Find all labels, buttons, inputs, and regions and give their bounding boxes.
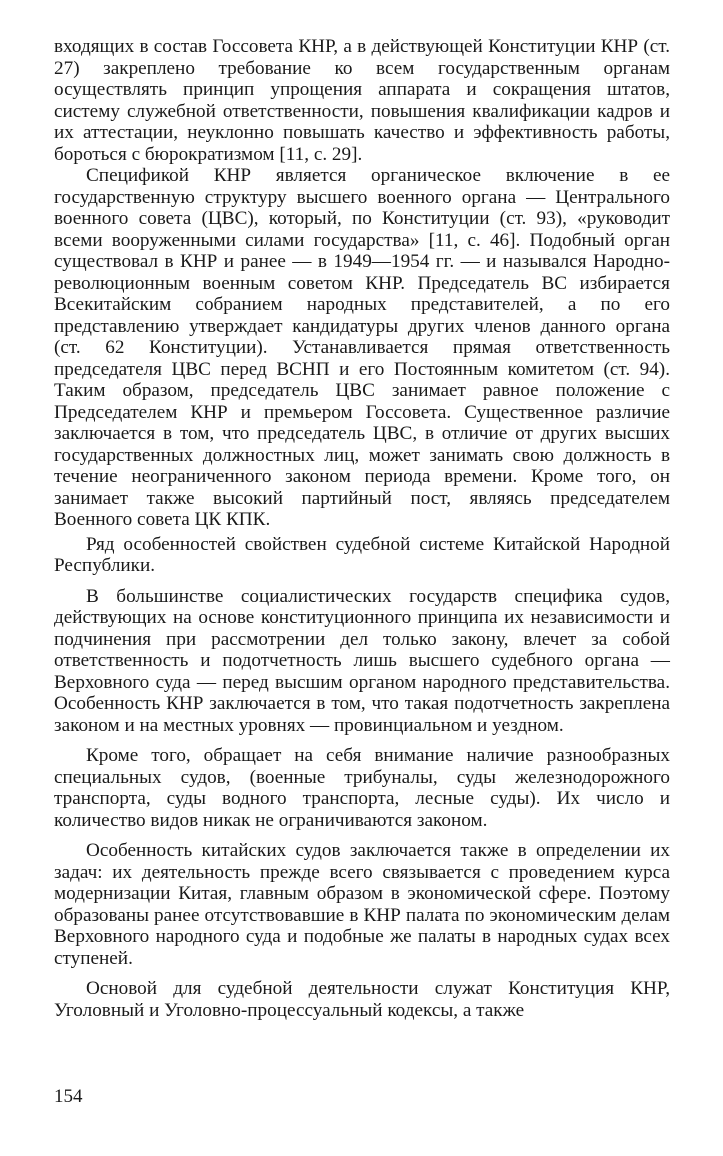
- paragraph-special-courts: Кроме того, обращает на себя внимание наличие разнообразных специальных судов, (военные трибуналы, суды железнодорожного транспорта, суды водного транспорта, лесные суды). Их число и количество видов никак не ограничиваются законом.: [54, 745, 670, 831]
- paragraph-court-tasks: Особенность китайских судов заключается также в определении их задач: их деятельность прежде всего связывается с проведением курса модернизации Китая, главным образом в экономической сфере. Поэтому образованы ранее отсутствовавшие в КНР палата по экономическим делам Верховного народного суда и подобные же палаты в народных судах всех ступеней.: [54, 840, 670, 969]
- paragraph-court-accountability: В большинстве социалистических государств специфика судов, действующих на основе конституционного принципа их независимости и подчинения при рассмотрении дел только закону, влечет за собой ответственность и подотчетность лишь высшего судебного органа — Верховного суда — перед высшим органом народного представительства. Особенность КНР заключается в том, что такая подотчетность закреплена законом и на местных уровнях — провинциальном и уездном.: [54, 585, 670, 736]
- paragraph-continuation: входящих в состав Госсовета КНР, а в действующей Конституции КНР (ст. 27) закреплено требование ко всем государственным органам осуществлять принцип упрощения аппарата и сокращения штатов, систему служебной ответственности, повышения квалификации кадров и их аттестации, неуклонно повышать качество и эффективность работы, бороться с бюрократизмом [11, с. 29].: [54, 36, 670, 165]
- page-number: 154: [54, 1086, 83, 1107]
- paragraph-judicial-intro: Ряд особенностей свойствен судебной системе Китайской Народной Республики.: [54, 533, 670, 576]
- paragraph-military-council: Спецификой КНР является органическое включение в ее государственную структуру высшего военного органа — Центрального военного совета (ЦВС), который, по Конституции (ст. 93), «руководит всеми вооруженными силами государства» [11, с. 46]. Подобный орган существовал в КНР и ранее — в 1949—1954 гг. — и назывался Народно-революционным военным советом КНР. Председатель ВС избирается Всекитайским собранием народных представителей, а по его представлению утверждает кандидатуры других членов данного органа (ст. 62 Конституции). Устанавливается прямая ответственность председателя ЦВС перед ВСНП и его Постоянным комитетом (ст. 94). Таким образом, председатель ЦВС занимает равное положение с Председателем КНР и премьером Госсовета. Существенное различие заключается в том, что председатель ЦВС, в отличие от других высших государственных должностных лиц, может занимать свою должность в течение неограниченного законом периода времени. Кроме того, он занимает также высокий партийный пост, являясь председателем Военного совета ЦК КПК.: [54, 165, 670, 530]
- paragraph-legal-basis: Основой для судебной деятельности служат Конституция КНР, Уголовный и Уголовно-процессуальный кодексы, а также: [54, 978, 670, 1021]
- body-text: [54, 36, 670, 1021]
